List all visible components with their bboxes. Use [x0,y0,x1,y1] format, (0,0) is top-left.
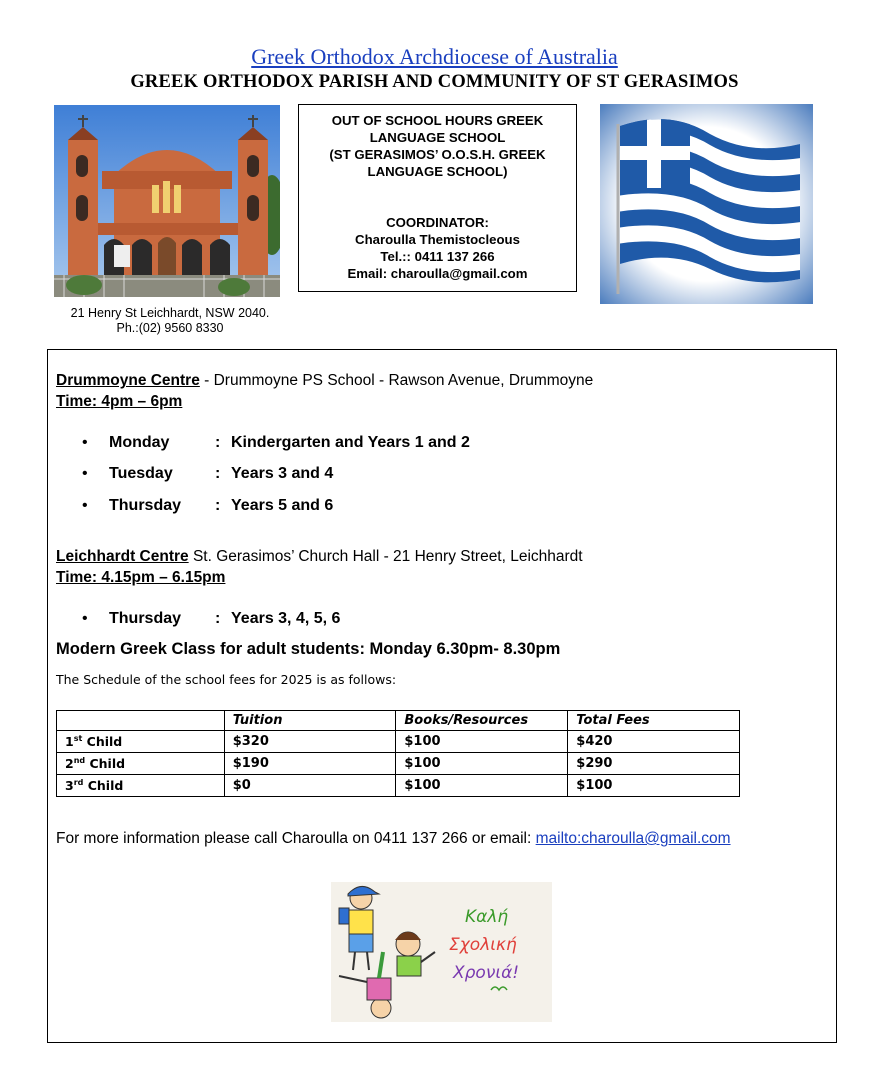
schedule-desc: Years 3, 4, 5, 6 [231,610,341,627]
adult-class-info: Modern Greek Class for adult students: Monday 6.30pm- 8.30pm [56,640,561,658]
schedule-desc: Kindergarten and Years 1 and 2 [231,434,470,451]
church-address-caption [54,306,286,336]
coordinator-tel: Tel.:: 0411 137 266 [380,249,495,264]
bullet-icon: • [82,610,88,627]
leichhardt-time: Time: 4.15pm – 6.15pm [56,569,226,586]
greek-flag-image [600,104,813,304]
drummoyne-centre-line [56,372,593,390]
table-cell-tuition: $320 [224,731,396,753]
table-header: Total Fees [568,711,740,731]
table-cell-total: $290 [568,753,740,775]
greeting-line-3: Χρονιά! [453,963,520,983]
church-address: 21 Henry St Leichhardt, NSW 2040. [70,306,270,320]
table-cell-child: 3rd Child [57,775,225,797]
table-cell-total: $100 [568,775,740,797]
table-cell-books: $100 [396,775,568,797]
archdiocese-link[interactable]: Greek Orthodox Archdiocese of Australia [251,44,618,69]
fees-table [56,710,740,797]
schedule-day: Monday [109,434,170,451]
more-info-line [56,830,731,848]
leichhardt-centre-location: St. Gerasimos’ Church Hall - 21 Henry Street, Leichhardt [188,548,583,565]
coordinator-name: Charoulla Themistocleous [355,232,520,247]
church-photo [54,105,280,297]
more-info-text: For more information please call Charoulla on 0411 137 266 or email: [56,830,536,847]
schedule-colon: : [215,497,221,514]
table-cell-total: $420 [568,731,740,753]
table-cell-child: 2nd Child [57,753,225,775]
schedule-colon: : [215,610,221,627]
parish-title: GREEK ORTHODOX PARISH AND COMMUNITY OF ST GERASIMOS [130,72,739,92]
schedule-desc: Years 3 and 4 [231,465,334,482]
school-title-line-4: LANGUAGE SCHOOL) [367,164,508,179]
drummoyne-centre-name: Drummoyne Centre [56,372,200,389]
email-link[interactable]: mailto:charoulla@gmail.com [535,830,731,847]
table-header-row [57,711,740,731]
table-header: Books/Resources [396,711,568,731]
leichhardt-centre-line [56,548,583,566]
drummoyne-centre-location: - Drummoyne PS School - Rawson Avenue, Drummoyne [199,372,594,389]
greeting-line-2: Σχολική [449,935,517,955]
kids-clipart-image [331,882,552,1022]
school-info-box [298,104,577,292]
schedule-colon: : [215,434,221,451]
table-cell-books: $100 [396,753,568,775]
schedule-desc: Years 5 and 6 [231,497,334,514]
bullet-icon: • [82,465,88,482]
table-cell-books: $100 [396,731,568,753]
table-header [57,711,225,731]
table-cell-tuition: $190 [224,753,396,775]
drummoyne-time: Time: 4pm – 6pm [56,393,183,410]
school-title-line-1: OUT OF SCHOOL HOURS GREEK [331,113,544,128]
fees-intro: The Schedule of the school fees for 2025 is as follows: [56,672,397,687]
school-title-line-2: LANGUAGE SCHOOL [369,130,506,145]
schedule-day: Thursday [109,497,182,514]
table-cell-child: 1st Child [57,731,225,753]
table-row [57,753,740,775]
table-cell-tuition: $0 [224,775,396,797]
table-row [57,731,740,753]
table-header: Tuition [224,711,396,731]
leichhardt-centre-name: Leichhardt Centre [56,548,189,565]
coordinator-label: COORDINATOR: [386,215,489,230]
table-row [57,775,740,797]
church-phone: Ph.:(02) 9560 8330 [116,321,224,335]
schedule-colon: : [215,465,221,482]
schedule-day: Tuesday [109,465,173,482]
bullet-icon: • [82,497,88,514]
school-title-line-3: (ST GERASIMOS’ O.O.S.H. GREEK [329,147,546,162]
schedule-day: Thursday [109,610,182,627]
coordinator-email: Email: charoulla@gmail.com [347,266,528,281]
greeting-line-1: Καλή [465,907,509,927]
bullet-icon: • [82,434,88,451]
